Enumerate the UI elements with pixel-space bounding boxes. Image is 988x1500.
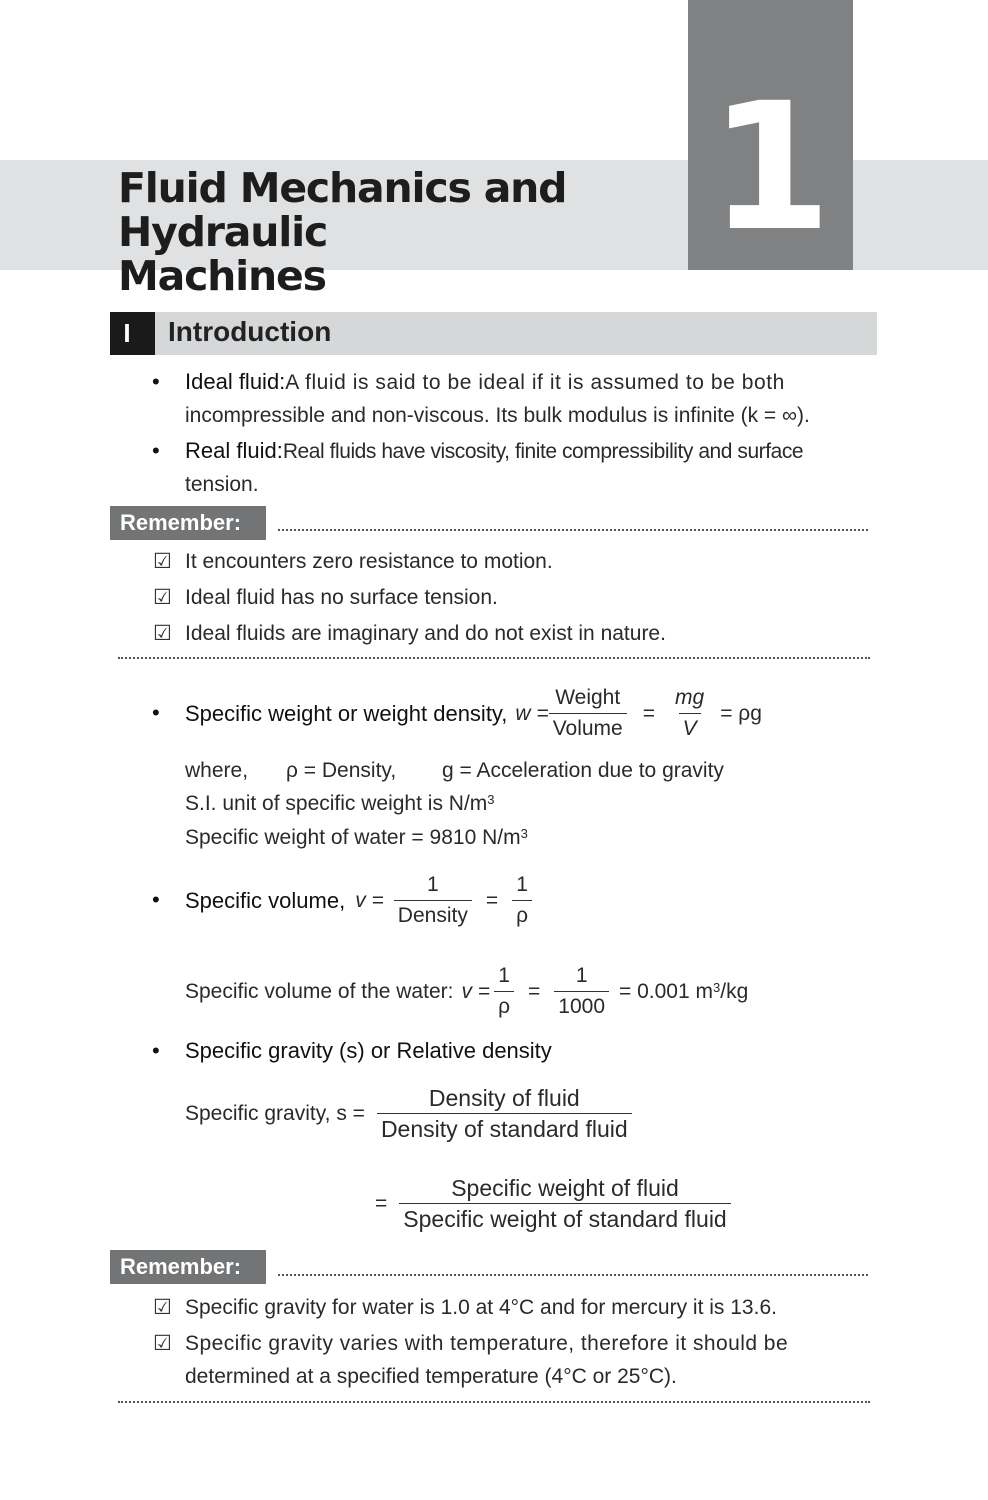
water-weight-line bbox=[185, 821, 528, 854]
fraction bbox=[494, 961, 514, 1022]
remember2-item bbox=[185, 1327, 885, 1393]
bullet-icon: • bbox=[152, 1038, 160, 1063]
specific-gravity-heading: Specific gravity (s) or Relative density bbox=[185, 1038, 552, 1063]
real-fluid-text-line1: Real fluids have viscosity, finite compressibility and surface bbox=[282, 440, 804, 463]
fraction-denominator: Density of standard fluid bbox=[377, 1113, 632, 1144]
equals-sign: = bbox=[642, 701, 655, 725]
g-definition: g = Acceleration due to gravity bbox=[442, 759, 724, 782]
fraction-numerator: mg bbox=[675, 685, 705, 709]
specific-gravity-formula-2 bbox=[375, 1170, 737, 1236]
specific-volume-formula bbox=[185, 867, 538, 933]
checkbox-icon: ☑ bbox=[153, 1296, 172, 1319]
remember-label: Remember: bbox=[110, 506, 266, 540]
specific-volume-label: Specific volume, bbox=[185, 887, 346, 913]
fraction bbox=[554, 961, 609, 1022]
remember2-item2-line2: determined at a specified temperature (4°C or 25°C). bbox=[185, 1365, 677, 1388]
fraction-denominator: Specific weight of standard fluid bbox=[399, 1203, 730, 1234]
fraction bbox=[394, 870, 472, 931]
chapter-title-line2: Machines bbox=[118, 252, 326, 300]
water-weight-text: Specific weight of water = 9810 N/m bbox=[185, 826, 521, 849]
remember1-item: It encounters zero resistance to motion. bbox=[185, 550, 553, 573]
chapter-title bbox=[118, 166, 698, 298]
fraction-numerator: Weight bbox=[555, 685, 621, 709]
dotted-divider bbox=[278, 529, 868, 531]
rho-definition: ρ = Density, bbox=[286, 759, 397, 782]
term-ideal-fluid: Ideal fluid: bbox=[185, 369, 286, 394]
remember1-item: Ideal fluids are imaginary and do not exist in nature. bbox=[185, 622, 666, 645]
section-title: Introduction bbox=[168, 316, 332, 347]
bullet-icon: • bbox=[152, 438, 160, 463]
water-volume-exponent: 3 bbox=[713, 979, 721, 995]
specific-gravity-lhs: Specific gravity, s = bbox=[185, 1101, 365, 1125]
section-number: I bbox=[123, 318, 131, 348]
specific-weight-rhs: = ρg bbox=[720, 701, 762, 725]
checkbox-icon: ☑ bbox=[153, 550, 172, 573]
remember1-item: Ideal fluid has no surface tension. bbox=[185, 586, 498, 609]
specific-weight-label: Specific weight or weight density, bbox=[185, 700, 508, 726]
fraction-numerator: 1 bbox=[516, 872, 528, 896]
bullet-icon: • bbox=[152, 369, 160, 394]
fraction bbox=[512, 870, 532, 931]
fraction-denominator: Volume bbox=[549, 713, 627, 744]
water-volume-formula bbox=[185, 958, 748, 1024]
water-volume-unit: /kg bbox=[720, 979, 749, 1003]
real-fluid-text-line2: tension. bbox=[185, 473, 259, 496]
equals-sign: = bbox=[375, 1191, 388, 1215]
chapter-number: 1 bbox=[709, 65, 832, 270]
dotted-divider bbox=[278, 1274, 868, 1276]
specific-gravity-formula bbox=[185, 1080, 638, 1146]
fraction bbox=[549, 683, 627, 744]
water-volume-rhs: = 0.001 m bbox=[619, 979, 713, 1003]
remember2-item: Specific gravity for water is 1.0 at 4°C and for mercury it is 13.6. bbox=[185, 1296, 777, 1319]
equals-sign: = bbox=[528, 979, 541, 1003]
si-unit-exponent: 3 bbox=[487, 792, 495, 807]
specific-weight-formula bbox=[185, 680, 762, 746]
checkbox-icon: ☑ bbox=[153, 586, 172, 609]
specific-weight-lhs: w = bbox=[515, 701, 549, 725]
bullet-real-fluid bbox=[185, 434, 885, 501]
water-volume-label: Specific volume of the water: bbox=[185, 979, 454, 1003]
fraction bbox=[671, 683, 708, 744]
fraction-numerator: 1 bbox=[426, 872, 439, 896]
specific-volume-lhs: v = bbox=[355, 888, 384, 912]
fraction-denominator: ρ bbox=[494, 991, 514, 1022]
chapter-title-line1: Fluid Mechanics and Hydraulic bbox=[118, 164, 567, 256]
where-label: where, bbox=[185, 759, 249, 782]
fraction-denominator: ρ bbox=[512, 900, 532, 931]
fraction bbox=[399, 1173, 730, 1234]
dotted-divider bbox=[118, 1401, 870, 1403]
bullet-icon: • bbox=[152, 700, 160, 725]
equals-sign: = bbox=[485, 888, 499, 912]
bullet-ideal-fluid bbox=[185, 365, 877, 432]
dotted-divider bbox=[118, 657, 870, 659]
water-volume-lhs: v = bbox=[461, 979, 491, 1003]
si-unit-text: S.I. unit of specific weight is N/m bbox=[185, 792, 488, 815]
remember2-item2-line1: Specific gravity varies with temperature, therefore it should be bbox=[185, 1332, 789, 1355]
fraction-numerator: Density of fluid bbox=[428, 1084, 580, 1111]
water-weight-exponent: 3 bbox=[520, 826, 528, 841]
ideal-fluid-text-line2: incompressible and non-viscous. Its bulk modulus is infinite (k = ∞). bbox=[185, 404, 810, 427]
fraction bbox=[377, 1083, 632, 1144]
fraction-denominator: V bbox=[679, 713, 701, 744]
ideal-fluid-text-line1: A fluid is said to be ideal if it is assumed to be both bbox=[285, 371, 785, 394]
fraction-denominator: 1000 bbox=[554, 991, 609, 1022]
checkbox-icon: ☑ bbox=[153, 1332, 172, 1355]
fraction-numerator: 1 bbox=[498, 963, 510, 987]
si-unit-line bbox=[185, 787, 495, 820]
term-real-fluid: Real fluid: bbox=[185, 438, 283, 463]
checkbox-icon: ☑ bbox=[153, 622, 172, 645]
fraction-numerator: 1 bbox=[575, 963, 588, 987]
fraction-denominator: Density bbox=[394, 900, 472, 931]
bullet-icon: • bbox=[152, 887, 160, 912]
fraction-numerator: Specific weight of fluid bbox=[451, 1174, 679, 1201]
remember-label: Remember: bbox=[110, 1250, 266, 1284]
